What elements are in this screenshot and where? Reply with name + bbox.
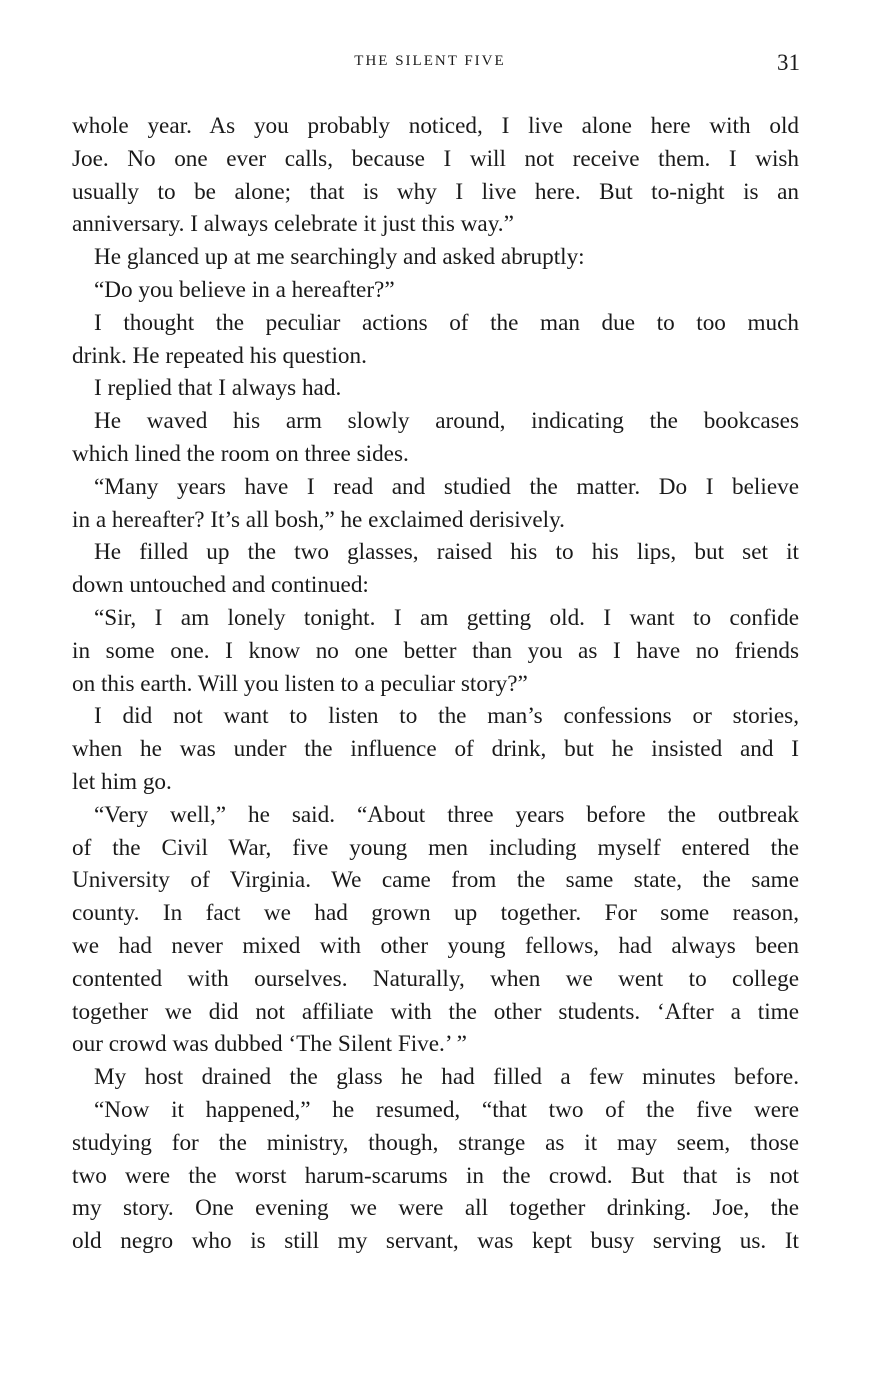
text-line: county. In fact we had grown up together. For some reason, (72, 900, 799, 927)
text-line: “Very well,” he said. “About three years before the outbreak (94, 801, 799, 828)
text-line: I did not want to listen to the man’s confessions or stories, (94, 703, 799, 730)
text-line: old negro who is still my servant, was kept busy serving us. It (72, 1228, 799, 1255)
text-line: we had never mixed with other young fellows, had always been (72, 932, 799, 959)
text-line: contented with ourselves. Naturally, when we went to college (72, 965, 799, 992)
running-head (60, 50, 800, 80)
running-title: THE SILENT FIVE (354, 53, 506, 69)
text-line: “Many years have I read and studied the matter. Do I believe (94, 473, 799, 500)
text-line: on this earth. Will you listen to a peculiar story?” (72, 670, 528, 697)
text-line: my story. One evening we were all together drinking. Joe, the (72, 1195, 799, 1222)
text-line: in some one. I know no one better than you as I have no friends (72, 637, 799, 664)
text-line: University of Virginia. We came from the same state, the same (72, 867, 799, 894)
text-line: “Do you believe in a hereafter?” (94, 276, 395, 303)
text-line: usually to be alone; that is why I live here. But to-night is an (72, 178, 799, 205)
text-line: Joe. No one ever calls, because I will not receive them. I wish (72, 145, 799, 172)
text-line: “Now it happened,” he resumed, “that two of the five were (94, 1096, 799, 1123)
text-line: our crowd was dubbed ‘The Silent Five.’ ” (72, 1031, 467, 1058)
text-line: My host drained the glass he had filled a few minutes before. (94, 1064, 799, 1091)
text-line: I replied that I always had. (94, 375, 342, 402)
text-line: studying for the ministry, though, strange as it may seem, those (72, 1129, 799, 1156)
text-line: I thought the peculiar actions of the man due to too much (94, 309, 799, 336)
text-line: “Sir, I am lonely tonight. I am getting old. I want to confide (94, 604, 799, 631)
text-line: two were the worst harum-scarums in the crowd. But that is not (72, 1162, 799, 1189)
text-line: drink. He repeated his question. (72, 342, 367, 369)
page-number: 31 (777, 50, 800, 75)
text-line: He glanced up at me searchingly and asked abruptly: (94, 244, 585, 271)
text-line: of the Civil War, five young men including myself entered the (72, 834, 799, 861)
text-line: He waved his arm slowly around, indicating the bookcases (94, 408, 799, 435)
text-line: in a hereafter? It’s all bosh,” he exclaimed derisively. (72, 506, 565, 533)
text-line: when he was under the influence of drink, but he insisted and I (72, 736, 799, 763)
text-line: anniversary. I always celebrate it just this way.” (72, 211, 514, 238)
body-text (72, 110, 799, 1258)
text-line: He filled up the two glasses, raised his to his lips, but set it (94, 539, 799, 566)
text-line: together we did not affiliate with the other students. ‘After a time (72, 998, 799, 1025)
text-line: let him go. (72, 768, 172, 795)
text-line: which lined the room on three sides. (72, 440, 409, 467)
text-line: whole year. As you probably noticed, I live alone here with old (72, 113, 799, 139)
text-line: down untouched and continued: (72, 572, 369, 599)
